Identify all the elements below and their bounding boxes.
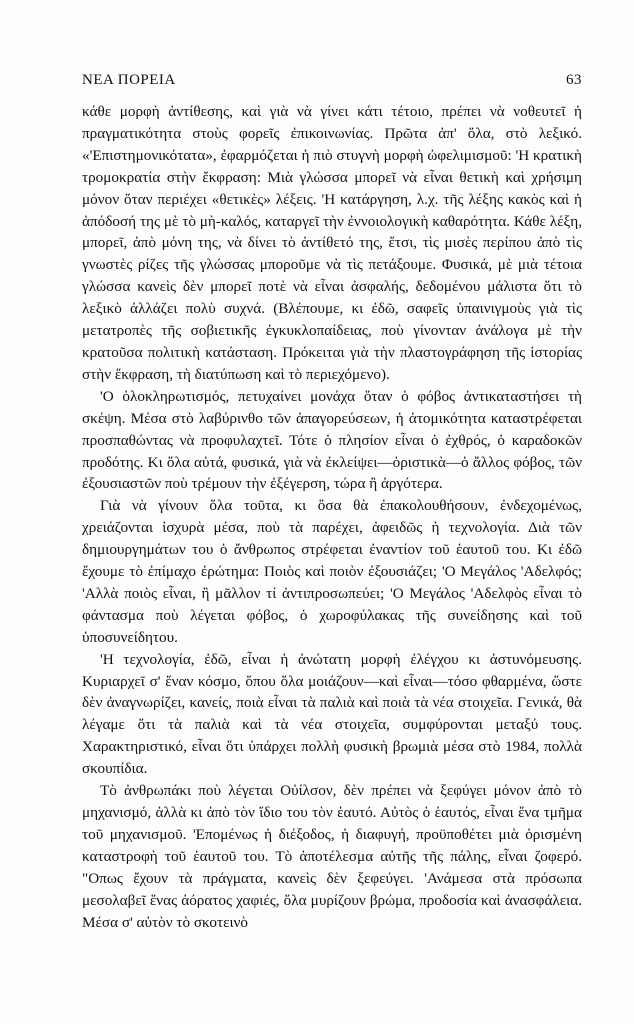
paragraph-4: 'Η τεχνολογία, ἐδῶ, εἶναι ἡ ἀνώτατη μορφὴ ἐλέγχου κι ἀστυνόμευσης. Κυριαρχεῖ σ' ἕναν κόσμο, ὅπου ὅλα μοιάζουν—καὶ εἶναι—τόσο φθαρμένα, ὥστε δὲν ἀναγνωρίζει, κανείς, ποιὰ εἶναι τὰ παλιὰ καὶ ποιὰ τὰ νέα στοιχεῖα. Γενικά, θὰ λέγαμε ὅτι τὰ παλιὰ καὶ τὰ νέα στοιχεῖα, συμφύρονται μεταξύ τους. Χαρακτηριστικό, εἶναι ὅτι ὑπάρχει πολλὴ φυσικὴ βρωμιὰ μέσα στὸ 1984, πολλὰ σκουπίδια.	[82, 650, 582, 778]
page-number: 63	[566, 72, 582, 88]
paragraph-2: 'Ο ὁλοκληρωτισμός, πετυχαίνει μονάχα ὅταν ὁ φόβος ἀντικαταστήσει τὴ σκέψη. Μέσα στὸ λαβύρινθο τῶν ἀπαγορεύσεων, ἡ ἀτομικότητα καταστρέφεται προσπαθώντας νὰ προφυλαχτεῖ. Τότε ὁ πλησίον εἶναι ὁ ἐχθρός, ὁ καραδοκῶν προδότης. Κι ὅλα αὐτά, φυσικά, γιὰ νὰ ἐκλείψει—ὁριστικὰ—ὁ ἄλλος φόβος, τῶν ἐξουσιαστῶν ποὺ τρέμουν τὴν ἐξέγερση, τώρα ἢ ἀργότερα.	[82, 387, 582, 493]
page-header	[82, 72, 582, 89]
paragraph-5: Τὸ ἀνθρωπάκι ποὺ λέγεται Οὐίλσον, δὲν πρέπει νὰ ξεφύγει μόνον ἀπὸ τὸ μηχανισμό, ἀλλὰ κι ἀπὸ τὸν ἴδιο του τὸν ἑαυτό. Αὐτὸς ὁ ἑαυτός, εἶναι ἕνα τμῆμα τοῦ μηχανισμοῦ. 'Επομένως ἡ διέξοδος, ἡ διαφυγή, προϋποθέτει μιὰ ὁρισμένη καταστροφὴ τοῦ ἑαυτοῦ του. Τὸ ἀποτέλεσμα αὐτῆς τῆς πάλης, εἶναι ζοφερό. "Οπως ἔχουν τὰ πράγματα, κανεὶς δὲν ξεφεύγει. 'Ανάμεσα στὰ πρόσωπα μεσολαβεῖ ἕνας ἀόρατος χαφιές, ὅλα μυρίζουν βρώμα, προδοσία καὶ ἀνασφάλεια. Μέσα σ' αὐτὸν τὸ σκοτεινὸ	[82, 782, 582, 931]
body-text	[82, 101, 582, 933]
paragraph-3: Γιὰ νὰ γίνουν ὅλα τοῦτα, κι ὅσα θὰ ἐπακολουθήσουν, ἐνδεχομένως, χρειάζονται ἰσχυρὰ μέσα, ποὺ τὰ παρέχει, ἀφειδῶς ἡ τεχνολογία. Διὰ τῶν δημιουργημάτων του ὁ ἄνθρωπος στρέφεται ἐναντίον τοῦ ἑαυτοῦ του. Κι ἐδῶ ἔχουμε τὸ ἐπίμαχο ἐρώτημα: Ποιὸς καὶ ποιὸν ἐξουσιάζει; 'Ο Μεγάλος 'Αδελφός; 'Αλλὰ ποιὸς εἶναι, ἢ μᾶλλον τί ἀντιπροσωπεύει; 'Ο Μεγάλος 'Αδελφὸς εἶναι τὸ φάντασμα ποὺ λέγεται φόβος, ὁ χωροφύλακας τῆς συνείδησης καὶ τοῦ ὑποσυνείδητου.	[82, 497, 582, 646]
running-title: ΝΕΑ ΠΟΡΕΙΑ	[82, 72, 176, 88]
paragraph-1: κάθε μορφὴ ἀντίθεσης, καὶ γιὰ νὰ γίνει κάτι τέτοιο, πρέπει νὰ νοθευτεῖ ἡ πραγματικότητα στοὺς φορεῖς ἐπικοινωνίας. Πρῶτα ἀπ' ὅλα, στὸ λεξικό. «'Επιστημονικότατα», ἐφαρμόζεται ἡ πιὸ στυγνὴ μορφὴ ὠφελιμισμοῦ: 'Η κρατικὴ τρομοκρατία στὴν ἔκφραση: Μιὰ γλώσσα μπορεῖ νὰ εἶναι θετικὴ καὶ χρήσιμη μόνον ὅταν περιέχει «θετικὲς» λέξεις. 'Η κατάργηση, λ.χ. τῆς λέξης κακὸς καὶ ἡ ἀπόδοσή της μὲ τὸ μὴ-καλός, καταργεῖ τὴν ἐννοιολογικὴ καθαρότητα. Κάθε λέξη, μπορεῖ, ἀπὸ μόνη της, νὰ δίνει τὸ ἀντίθετό της, ἔτσι, τὶς μισὲς περίπου ἀπὸ τὶς γνωστὲς ρίζες τῆς γλώσσας μποροῦμε νὰ τὶς πετάξουμε. Φυσικά, μὲ μιὰ τέτοια γλώσσα κανεὶς δὲν μπορεῖ ποτὲ νὰ εἶναι ἀσφαλής, δεδομένου μάλιστα ὅτι τὸ λεξικὸ ἀλλάζει πολὺ συχνά. (Βλέπουμε, κι ἐδῶ, σαφεῖς ὑπαινιγμοὺς γιὰ τὶς μετατροπὲς τῆς σοβιετικῆς ἐγκυκλοπαίδειας, ποὺ γίνονταν ἀνάλογα μὲ τὴν κρατοῦσα πολιτικὴ κατάσταση. Πρόκειται γιὰ τὴν πλαστογράφηση τῆς ἱστορίας στὴν ἔκφραση, τὴ διατύπωση καὶ τὸ περιεχόμενο).	[82, 103, 582, 383]
